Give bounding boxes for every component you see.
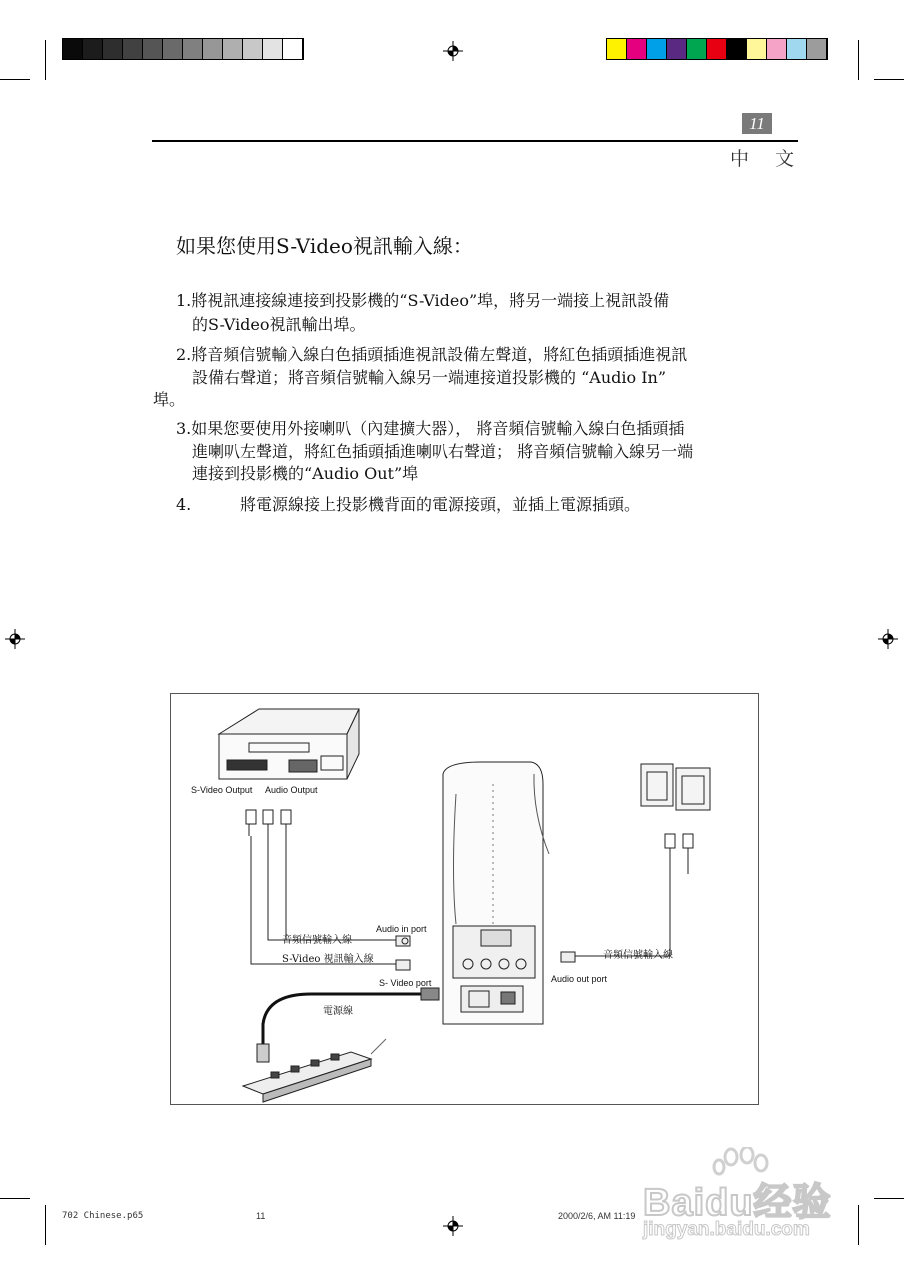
crop-mark [45,40,46,80]
audio-in-port-label: Audio in port [376,924,427,934]
crop-mark [874,79,904,80]
projector-icon [443,762,549,1024]
step-4-text: 將電源線接上投影機背面的電源接頭，並插上電源插頭。 [240,495,641,514]
video-device-icon [219,709,359,779]
footer-page: 11 [256,1211,266,1221]
baidu-watermark [643,1147,853,1247]
step-2-line-1: 2.將音頻信號輸入線白色插頭插進視訊設備左聲道，將紅色插頭插進視訊 [176,345,688,364]
footer-filename: 702 Chinese.p65 [62,1211,144,1221]
step-3-line-3: 連接到投影機的“Audio Out”埠 [192,464,419,483]
audio-out-port-label: Audio out port [551,974,608,984]
grayscale-bar [62,38,304,60]
page-number-badge: 11 [742,113,772,134]
color-bar [606,38,828,60]
step-3-line-2: 進喇叭左聲道，將紅色插頭插進喇叭右聲道； 將音頻信號輸入線另一端 [192,442,694,461]
crop-mark [858,40,859,80]
footer-timestamp: 2000/2/6, AM 11:19 [558,1211,636,1221]
watermark-url: jingyan.baidu.com [643,1219,810,1240]
crop-mark [0,1198,30,1199]
crop-mark [0,79,30,80]
rca-plug-icon [246,810,291,836]
crop-mark [45,1205,46,1245]
section-heading: 如果您使用S-Video視訊輸入線： [176,234,473,258]
step-2-line-3: 埠。 [153,390,186,409]
connection-diagram [170,693,759,1105]
step-2-line-2: 設備右聲道；將音頻信號輸入線另一端連接道投影機的 “Audio In” [192,368,667,387]
crop-mark [858,1205,859,1245]
audio-in-cable-label: 音頻信號輸入線 [282,935,352,946]
crop-mark [874,1198,904,1199]
svideo-output-label: S-Video Output [191,785,253,795]
header-rule [152,140,798,142]
registration-target-icon [443,1216,463,1236]
section-label: 中 文 [730,148,805,170]
registration-target-icon [443,41,463,61]
svideo-port-label: S- Video port [379,978,432,988]
diagram-artwork [171,694,758,1104]
watermark-brand: Baidu经验 [643,1182,832,1224]
power-cord-label: 電源線 [323,1006,353,1017]
speaker-icon [641,764,710,810]
audio-out-cable-label: 音頻信號輸入線 [603,950,673,961]
registration-target-icon [878,629,898,649]
step-1-line-1: 1.將視訊連接線連接到投影機的“S-Video”埠，將另一端接上視訊設備 [176,291,670,310]
svideo-cable-label: S-Video 視訊輸入線 [282,954,374,965]
step-3-line-1: 3.如果您要使用外接喇叭（內建擴大器）， 將音頻信號輸入線白色插頭插 [176,419,685,438]
audio-output-label: Audio Output [265,785,318,795]
registration-target-icon [5,629,25,649]
step-4-number: 4. [176,495,192,514]
step-1-line-2: 的S-Video視訊輸出埠。 [192,315,366,334]
